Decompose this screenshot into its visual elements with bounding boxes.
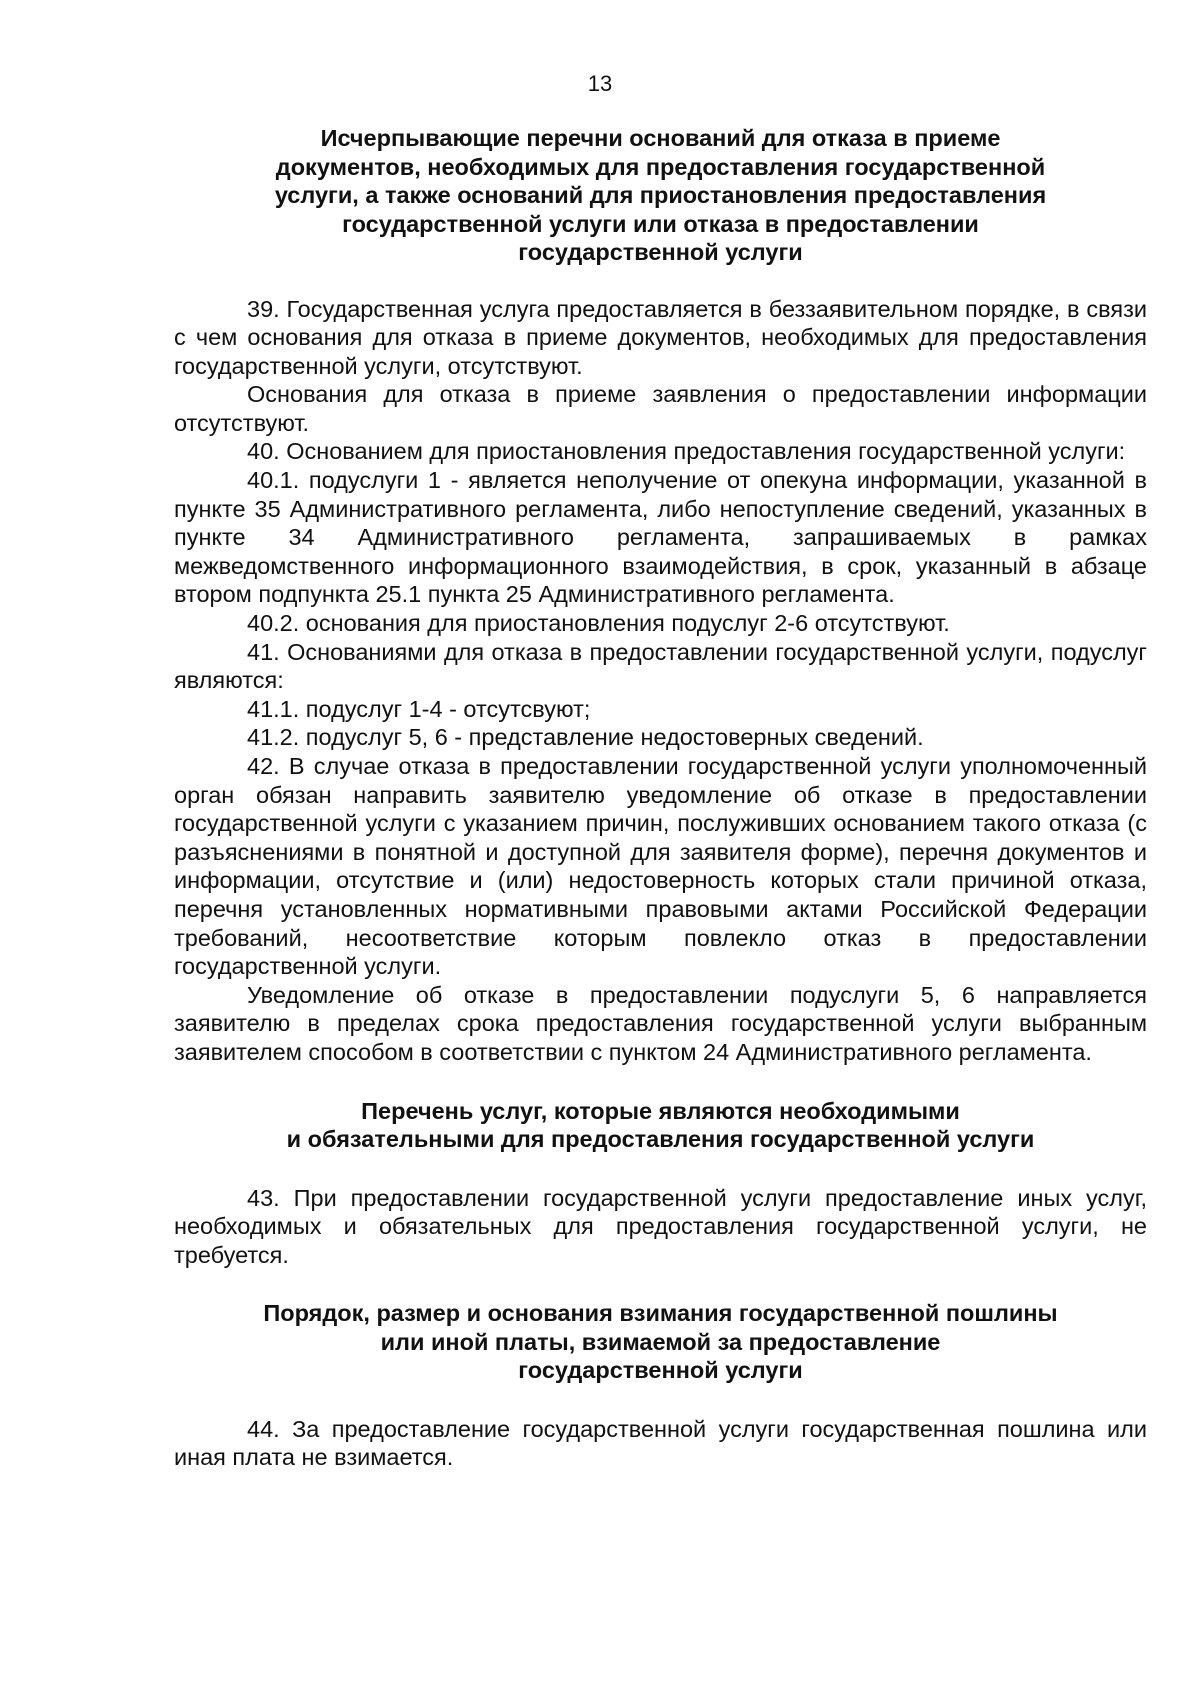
section-heading-refusal-grounds [174, 124, 1147, 267]
heading-line: Исчерпывающие перечни оснований для отказа в приеме [320, 125, 1001, 151]
heading-line: и обязательными для предоставления государственной услуги [286, 1126, 1035, 1153]
paragraph-40-1: 40.1. подуслуги 1 - является неполучение от опекуна информации, указанной в пункте 35 Административного регламента, либо непоступление сведений, указанных в пункте 34 Административного регламента, запрашиваемых в рамках межведомственного информационного взаимодействия, в срок, указанный в абзаце втором подпункта 25.1 пункта 25 Административного регламента. [174, 467, 1147, 608]
heading-line: документов, необходимых для предоставления государственной [275, 153, 1046, 180]
paragraph-44: 44. За предоставление государственной услуги государственная пошлина или иная плата не взимается. [174, 1415, 1147, 1471]
paragraph-43: 43. При предоставлении государственной услуги предоставление иных услуг, необходимых и обязательных для предоставления государственной услуги, не требуется. [174, 1184, 1147, 1268]
paragraph-42: 42. В случае отказа в предоставлении государственной услуги уполномоченный орган обязан направить заявителю уведомление об отказе в предоставлении государственной услуги с указанием причин, послуживших основанием такого отказа (с разъяснениями в понятной и доступной для заявителя форме), перечня документов и информации, отсутствие и (или) недостоверность которых стали причиной отказа, перечня установленных нормативными правовыми актами Российской Федерации требований, несоответствие которым повлекло отказ в предоставлении государственной услуги. [174, 753, 1147, 980]
paragraph-40-2: 40.2. основания для приостановления подуслуг 2-6 отсутствуют. [247, 610, 950, 637]
paragraph-41-1: 41.1. подуслуг 1-4 - отсутсвуют; [247, 695, 591, 722]
paragraph-39: 39. Государственная услуга предоставляется в беззаявительном порядке, в связи с чем основания для отказа в приеме документов, необходимых для предоставления государственной услуги, отсутствуют. [174, 295, 1147, 379]
heading-line: Порядок, размер и основания взимания государственной пошлины [263, 1300, 1058, 1327]
document-body [174, 124, 1147, 1472]
section-heading-state-fee [174, 1299, 1147, 1385]
paragraph-40: 40. Основанием для приостановления предоставления государственной услуги: [247, 438, 1126, 465]
section-heading-required-services [174, 1097, 1147, 1154]
page-number: 13 [587, 71, 613, 96]
heading-line: государственной услуги [518, 239, 803, 265]
heading-line: государственной услуги [518, 1357, 803, 1384]
paragraph-39-info: Основания для отказа в приеме заявления о предоставлении информации отсутствуют. [174, 381, 1147, 436]
heading-line: услуги, а также оснований для приостановления предоставления [274, 182, 1047, 208]
paragraph-41-2: 41.2. подуслуг 5, 6 - представление недостоверных сведений. [247, 724, 924, 751]
paragraph-41: 41. Основаниями для отказа в предоставлении государственной услуги, подуслуг являются: [174, 638, 1147, 694]
heading-line: государственной услуги или отказа в предоставлении [342, 210, 979, 237]
paragraph-42-notice: Уведомление об отказе в предоставлении подуслуги 5, 6 направляется заявителю в пределах срока предоставления государственной услуги выбранным заявителем способом в соответствии с пунктом 24 Административного регламента. [174, 981, 1147, 1065]
heading-line: Перечень услуг, которые являются необходимыми [361, 1097, 960, 1124]
heading-line: или иной платы, взимаемой за предоставление [380, 1328, 941, 1355]
